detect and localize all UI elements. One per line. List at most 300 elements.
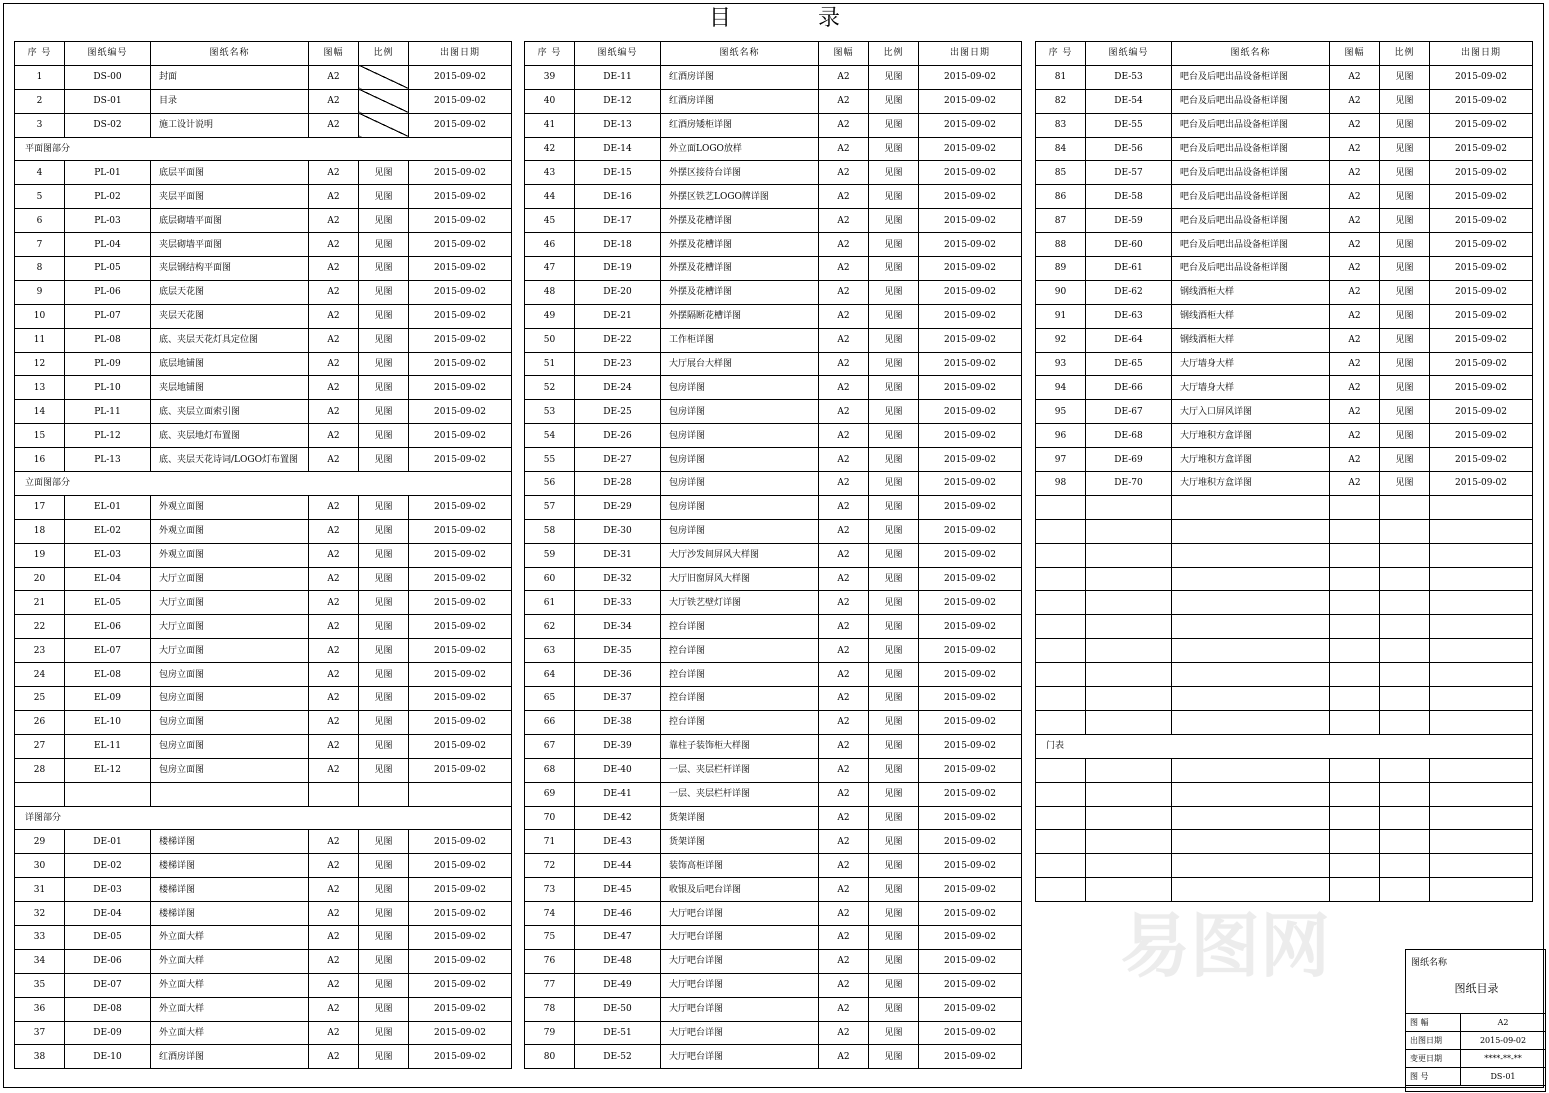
cell-scale bbox=[1380, 615, 1430, 639]
table-row bbox=[15, 328, 512, 352]
cell-no: 19 bbox=[15, 543, 65, 567]
cell-size: A2 bbox=[309, 304, 359, 328]
cell-date: 2015-09-02 bbox=[919, 543, 1022, 567]
cell-scale: 见图 bbox=[359, 257, 409, 281]
cell-scale: 见图 bbox=[1380, 257, 1430, 281]
cell-no: 66 bbox=[525, 710, 575, 734]
table-row bbox=[15, 639, 512, 663]
cell-name: 红酒房详图 bbox=[661, 89, 819, 113]
cell-code: DE-33 bbox=[575, 591, 661, 615]
header-row bbox=[15, 42, 512, 66]
title-block-name-value: 图纸目录 bbox=[1454, 982, 1499, 995]
cell-code: EL-12 bbox=[65, 758, 151, 782]
cell-size: A2 bbox=[309, 902, 359, 926]
cell-date: 2015-09-02 bbox=[409, 352, 512, 376]
table-row bbox=[15, 209, 512, 233]
cell-code: DE-30 bbox=[575, 519, 661, 543]
cell-name: 外观立面图 bbox=[151, 495, 309, 519]
cell-name: 夹层天花图 bbox=[151, 304, 309, 328]
table-row bbox=[15, 233, 512, 257]
cell-name: 大厅吧台详图 bbox=[661, 973, 819, 997]
cell-no: 52 bbox=[525, 376, 575, 400]
cell-name: 外观立面图 bbox=[151, 543, 309, 567]
cell-scale: 见图 bbox=[869, 615, 919, 639]
table-row bbox=[525, 782, 1022, 806]
cell-name: 控台详图 bbox=[661, 615, 819, 639]
cell-name: 包房详图 bbox=[661, 472, 819, 496]
cell-name: 外立面大样 bbox=[151, 925, 309, 949]
cell-date: 2015-09-02 bbox=[919, 400, 1022, 424]
cell-name: 外立面大样 bbox=[151, 1021, 309, 1045]
cell-scale bbox=[1380, 543, 1430, 567]
cell-size: A2 bbox=[309, 687, 359, 711]
cell-no: 4 bbox=[15, 161, 65, 185]
table-row bbox=[15, 161, 512, 185]
cell-no: 25 bbox=[15, 687, 65, 711]
cell-date: 2015-09-02 bbox=[409, 710, 512, 734]
table-row bbox=[525, 902, 1022, 926]
cell-code: PL-13 bbox=[65, 448, 151, 472]
cell-name: 楼梯详图 bbox=[151, 878, 309, 902]
cell-size: A2 bbox=[1330, 304, 1380, 328]
cell-no: 97 bbox=[1036, 448, 1086, 472]
cell-name: 大厅吧台详图 bbox=[661, 902, 819, 926]
cell-scale: 见图 bbox=[869, 925, 919, 949]
cell-no: 67 bbox=[525, 734, 575, 758]
cell-name bbox=[1172, 591, 1330, 615]
cell-code: DE-41 bbox=[575, 782, 661, 806]
cell-name: 收银及后吧台详图 bbox=[661, 878, 819, 902]
cell-no: 57 bbox=[525, 495, 575, 519]
cell-size: A2 bbox=[309, 854, 359, 878]
cell-name: 吧台及后吧出品设备柜详图 bbox=[1172, 113, 1330, 137]
cell-code: DE-04 bbox=[65, 902, 151, 926]
cell-no: 44 bbox=[525, 185, 575, 209]
cell-date bbox=[1430, 710, 1533, 734]
cell-scale bbox=[1380, 854, 1430, 878]
cell-date: 2015-09-02 bbox=[919, 782, 1022, 806]
cell-date: 2015-09-02 bbox=[919, 280, 1022, 304]
table-row bbox=[15, 758, 512, 782]
cell-size: A2 bbox=[819, 424, 869, 448]
cell-date: 2015-09-02 bbox=[409, 997, 512, 1021]
cell-scale bbox=[1380, 495, 1430, 519]
cell-scale bbox=[1380, 758, 1430, 782]
cell-name: 外摆及花槽详图 bbox=[661, 257, 819, 281]
cell-name bbox=[1172, 567, 1330, 591]
cell-no: 73 bbox=[525, 878, 575, 902]
cell-no: 64 bbox=[525, 663, 575, 687]
cell-no: 96 bbox=[1036, 424, 1086, 448]
cell-no: 21 bbox=[15, 591, 65, 615]
cell-no: 85 bbox=[1036, 161, 1086, 185]
cell-code: DE-22 bbox=[575, 328, 661, 352]
cell-scale: 见图 bbox=[869, 830, 919, 854]
cell-code: DE-68 bbox=[1086, 424, 1172, 448]
cell-size: A2 bbox=[819, 710, 869, 734]
cell-code: DE-58 bbox=[1086, 185, 1172, 209]
cell-name: 钢线酒柜大样 bbox=[1172, 280, 1330, 304]
cell-scale: 见图 bbox=[1380, 376, 1430, 400]
cell-date: 2015-09-02 bbox=[1430, 304, 1533, 328]
table-row bbox=[525, 448, 1022, 472]
cell-scale bbox=[359, 65, 409, 89]
cell-no bbox=[1036, 710, 1086, 734]
cell-size: A2 bbox=[819, 209, 869, 233]
directory-table-3 bbox=[1035, 41, 1533, 902]
cell-scale: 见图 bbox=[359, 830, 409, 854]
cell-date: 2015-09-02 bbox=[919, 710, 1022, 734]
table-row bbox=[525, 854, 1022, 878]
cell-size: A2 bbox=[1330, 185, 1380, 209]
cell-name: 靠柱子装饰柜大样图 bbox=[661, 734, 819, 758]
cell-no: 1 bbox=[15, 65, 65, 89]
cell-no: 37 bbox=[15, 1021, 65, 1045]
cell-size: A2 bbox=[819, 233, 869, 257]
cell-date: 2015-09-02 bbox=[409, 495, 512, 519]
cell-date bbox=[1430, 663, 1533, 687]
cell-no: 54 bbox=[525, 424, 575, 448]
cell-no: 36 bbox=[15, 997, 65, 1021]
cell-date: 2015-09-02 bbox=[919, 854, 1022, 878]
cell-name: 外摆及花槽详图 bbox=[661, 233, 819, 257]
cell-size bbox=[1330, 806, 1380, 830]
cell-size: A2 bbox=[819, 806, 869, 830]
cell-date: 2015-09-02 bbox=[409, 113, 512, 137]
title-block-value: ****-**-** bbox=[1461, 1050, 1546, 1068]
cell-size: A2 bbox=[309, 233, 359, 257]
cell-date: 2015-09-02 bbox=[409, 902, 512, 926]
cell-code: DE-32 bbox=[575, 567, 661, 591]
header-no: 序 号 bbox=[15, 42, 65, 66]
table-row bbox=[15, 615, 512, 639]
cell-size bbox=[1330, 663, 1380, 687]
cell-no: 32 bbox=[15, 902, 65, 926]
header-code: 图纸编号 bbox=[575, 42, 661, 66]
cell-name: 包房立面图 bbox=[151, 687, 309, 711]
header-row bbox=[1036, 42, 1533, 66]
table-row bbox=[525, 472, 1022, 496]
cell-size: A2 bbox=[1330, 424, 1380, 448]
cell-scale: 见图 bbox=[1380, 400, 1430, 424]
cell-no: 6 bbox=[15, 209, 65, 233]
table-row bbox=[525, 758, 1022, 782]
table-row bbox=[525, 233, 1022, 257]
cell-no: 18 bbox=[15, 519, 65, 543]
cell-size: A2 bbox=[1330, 113, 1380, 137]
cell-scale bbox=[359, 113, 409, 137]
cell-no: 29 bbox=[15, 830, 65, 854]
table-row bbox=[1036, 854, 1533, 878]
cell-code: DE-50 bbox=[575, 997, 661, 1021]
cell-scale: 见图 bbox=[869, 758, 919, 782]
cell-scale: 见图 bbox=[869, 376, 919, 400]
cell-no: 63 bbox=[525, 639, 575, 663]
cell-scale: 见图 bbox=[1380, 113, 1430, 137]
cell-name: 底、夹层地灯布置图 bbox=[151, 424, 309, 448]
table-row bbox=[15, 591, 512, 615]
cell-code bbox=[1086, 687, 1172, 711]
cell-size: A2 bbox=[819, 400, 869, 424]
cell-size bbox=[1330, 687, 1380, 711]
cell-scale: 见图 bbox=[869, 591, 919, 615]
cell-name: 吧台及后吧出品设备柜详图 bbox=[1172, 65, 1330, 89]
header-row bbox=[525, 42, 1022, 66]
cell-date: 2015-09-02 bbox=[1430, 137, 1533, 161]
cell-scale: 见图 bbox=[869, 495, 919, 519]
cell-scale: 见图 bbox=[359, 424, 409, 448]
cell-code: DE-37 bbox=[575, 687, 661, 711]
table-row bbox=[15, 854, 512, 878]
cell-name: 底层天花图 bbox=[151, 280, 309, 304]
table-row bbox=[525, 1045, 1022, 1069]
table-row bbox=[525, 280, 1022, 304]
cell-name: 包房立面图 bbox=[151, 734, 309, 758]
cell-name: 吧台及后吧出品设备柜详图 bbox=[1172, 233, 1330, 257]
cell-date: 2015-09-02 bbox=[409, 758, 512, 782]
cell-name bbox=[151, 782, 309, 806]
cell-date bbox=[1430, 687, 1533, 711]
cell-date: 2015-09-02 bbox=[919, 1045, 1022, 1069]
cell-no: 89 bbox=[1036, 257, 1086, 281]
header-date: 出图日期 bbox=[1430, 42, 1533, 66]
cell-scale: 见图 bbox=[869, 543, 919, 567]
cell-date bbox=[1430, 567, 1533, 591]
cell-no: 26 bbox=[15, 710, 65, 734]
cell-name: 包房立面图 bbox=[151, 663, 309, 687]
table-row bbox=[1036, 878, 1533, 902]
cell-name: 控台详图 bbox=[661, 687, 819, 711]
table-row bbox=[1036, 376, 1533, 400]
cell-no: 58 bbox=[525, 519, 575, 543]
cell-name: 大厅入口屏风详图 bbox=[1172, 400, 1330, 424]
cell-date: 2015-09-02 bbox=[409, 89, 512, 113]
cell-name: 包房详图 bbox=[661, 424, 819, 448]
table-row bbox=[15, 734, 512, 758]
header-name: 图纸名称 bbox=[151, 42, 309, 66]
table-row bbox=[15, 973, 512, 997]
cell-name: 大厅旧窗屏风大样图 bbox=[661, 567, 819, 591]
cell-size: A2 bbox=[819, 352, 869, 376]
cell-code: DE-29 bbox=[575, 495, 661, 519]
cell-scale: 见图 bbox=[359, 448, 409, 472]
table-row bbox=[15, 1045, 512, 1069]
table-row bbox=[1036, 185, 1533, 209]
table-row bbox=[15, 519, 512, 543]
title-block-name-label: 图纸名称 bbox=[1411, 958, 1448, 968]
cell-date: 2015-09-02 bbox=[919, 591, 1022, 615]
cell-no: 74 bbox=[525, 902, 575, 926]
cell-size: A2 bbox=[309, 830, 359, 854]
cell-date bbox=[1430, 591, 1533, 615]
cell-date: 2015-09-02 bbox=[919, 161, 1022, 185]
cell-size: A2 bbox=[309, 209, 359, 233]
cell-date: 2015-09-02 bbox=[409, 519, 512, 543]
cell-date: 2015-09-02 bbox=[919, 615, 1022, 639]
cell-code: DE-14 bbox=[575, 137, 661, 161]
header-name: 图纸名称 bbox=[1172, 42, 1330, 66]
table-row bbox=[525, 352, 1022, 376]
cell-code: DE-64 bbox=[1086, 328, 1172, 352]
cell-scale: 见图 bbox=[869, 233, 919, 257]
cell-code: DE-57 bbox=[1086, 161, 1172, 185]
table-row bbox=[15, 185, 512, 209]
cell-scale: 见图 bbox=[869, 400, 919, 424]
cell-size: A2 bbox=[1330, 209, 1380, 233]
cell-no: 84 bbox=[1036, 137, 1086, 161]
cell-no bbox=[1036, 830, 1086, 854]
cell-size: A2 bbox=[819, 782, 869, 806]
cell-code bbox=[1086, 710, 1172, 734]
cell-no: 55 bbox=[525, 448, 575, 472]
table-row bbox=[1036, 567, 1533, 591]
header-size: 图幅 bbox=[819, 42, 869, 66]
cell-size: A2 bbox=[309, 925, 359, 949]
cell-code: PL-12 bbox=[65, 424, 151, 448]
cell-date: 2015-09-02 bbox=[919, 448, 1022, 472]
cell-code: PL-01 bbox=[65, 161, 151, 185]
cell-code bbox=[1086, 806, 1172, 830]
cell-date: 2015-09-02 bbox=[409, 567, 512, 591]
cell-scale: 见图 bbox=[1380, 280, 1430, 304]
cell-name: 外摆区铁艺LOGO牌详图 bbox=[661, 185, 819, 209]
table-row bbox=[15, 1021, 512, 1045]
cell-code: EL-03 bbox=[65, 543, 151, 567]
header-code: 图纸编号 bbox=[1086, 42, 1172, 66]
table-row bbox=[15, 376, 512, 400]
cell-scale: 见图 bbox=[1380, 352, 1430, 376]
cell-no: 68 bbox=[525, 758, 575, 782]
cell-scale: 见图 bbox=[869, 257, 919, 281]
cell-size: A2 bbox=[309, 591, 359, 615]
table-row bbox=[1036, 782, 1533, 806]
cell-date: 2015-09-02 bbox=[1430, 376, 1533, 400]
cell-code: DE-17 bbox=[575, 209, 661, 233]
cell-date: 2015-09-02 bbox=[409, 1045, 512, 1069]
cell-scale: 见图 bbox=[869, 89, 919, 113]
title-block-label: 图 幅 bbox=[1406, 1014, 1461, 1032]
cell-scale: 见图 bbox=[869, 1021, 919, 1045]
cell-no: 42 bbox=[525, 137, 575, 161]
cell-code: EL-11 bbox=[65, 734, 151, 758]
cell-scale: 见图 bbox=[359, 233, 409, 257]
table-row bbox=[525, 806, 1022, 830]
cell-date: 2015-09-02 bbox=[919, 352, 1022, 376]
cell-no bbox=[1036, 663, 1086, 687]
cell-no: 88 bbox=[1036, 233, 1086, 257]
cell-name: 钢线酒柜大样 bbox=[1172, 304, 1330, 328]
cell-no: 20 bbox=[15, 567, 65, 591]
cell-no: 17 bbox=[15, 495, 65, 519]
table-row bbox=[525, 949, 1022, 973]
cell-scale bbox=[359, 89, 409, 113]
cell-code: DE-60 bbox=[1086, 233, 1172, 257]
cell-code: DE-13 bbox=[575, 113, 661, 137]
cell-scale: 见图 bbox=[359, 925, 409, 949]
cell-code bbox=[1086, 615, 1172, 639]
table-row bbox=[525, 567, 1022, 591]
cell-name bbox=[1172, 758, 1330, 782]
cell-date: 2015-09-02 bbox=[1430, 209, 1533, 233]
cell-name bbox=[1172, 543, 1330, 567]
cell-name: 红酒房矮柜详图 bbox=[661, 113, 819, 137]
cell-code: DE-45 bbox=[575, 878, 661, 902]
cell-no: 51 bbox=[525, 352, 575, 376]
cell-scale: 见图 bbox=[359, 304, 409, 328]
cell-size: A2 bbox=[309, 997, 359, 1021]
cell-name: 包房详图 bbox=[661, 400, 819, 424]
cell-name bbox=[1172, 663, 1330, 687]
cell-code: DE-08 bbox=[65, 997, 151, 1021]
cell-name: 货架详图 bbox=[661, 806, 819, 830]
cell-no: 8 bbox=[15, 257, 65, 281]
cell-scale: 见图 bbox=[869, 639, 919, 663]
cell-code: DE-42 bbox=[575, 806, 661, 830]
cell-date: 2015-09-02 bbox=[919, 925, 1022, 949]
cell-code bbox=[1086, 878, 1172, 902]
cell-code: DS-00 bbox=[65, 65, 151, 89]
cell-no: 62 bbox=[525, 615, 575, 639]
cell-code bbox=[1086, 782, 1172, 806]
cell-no: 83 bbox=[1036, 113, 1086, 137]
header-size: 图幅 bbox=[309, 42, 359, 66]
cell-code bbox=[1086, 639, 1172, 663]
title-block-row bbox=[1406, 1068, 1546, 1086]
cell-size: A2 bbox=[309, 161, 359, 185]
cell-date: 2015-09-02 bbox=[919, 663, 1022, 687]
cell-no: 35 bbox=[15, 973, 65, 997]
cell-scale: 见图 bbox=[359, 1021, 409, 1045]
cell-name: 包房详图 bbox=[661, 448, 819, 472]
cell-scale bbox=[1380, 782, 1430, 806]
cell-date: 2015-09-02 bbox=[409, 376, 512, 400]
table-row bbox=[15, 830, 512, 854]
cell-size: A2 bbox=[309, 185, 359, 209]
cell-code: PL-02 bbox=[65, 185, 151, 209]
cell-code: DE-23 bbox=[575, 352, 661, 376]
cell-date: 2015-09-02 bbox=[409, 878, 512, 902]
table-row bbox=[1036, 495, 1533, 519]
cell-name: 吧台及后吧出品设备柜详图 bbox=[1172, 137, 1330, 161]
cell-size: A2 bbox=[309, 376, 359, 400]
cell-size: A2 bbox=[819, 949, 869, 973]
page-title: 目 录 bbox=[709, 6, 880, 31]
cell-scale bbox=[1380, 878, 1430, 902]
cell-size: A2 bbox=[819, 854, 869, 878]
cell-size: A2 bbox=[819, 1021, 869, 1045]
cell-date: 2015-09-02 bbox=[919, 257, 1022, 281]
cell-code: DE-52 bbox=[575, 1045, 661, 1069]
cell-no: 5 bbox=[15, 185, 65, 209]
cell-no: 72 bbox=[525, 854, 575, 878]
cell-scale: 见图 bbox=[869, 734, 919, 758]
section-row bbox=[15, 472, 512, 496]
cell-no: 60 bbox=[525, 567, 575, 591]
cell-scale: 见图 bbox=[359, 376, 409, 400]
cell-scale: 见图 bbox=[1380, 233, 1430, 257]
cell-code: DE-49 bbox=[575, 973, 661, 997]
cell-code: DE-06 bbox=[65, 949, 151, 973]
cell-name: 大厅铁艺壁灯详图 bbox=[661, 591, 819, 615]
cell-no bbox=[1036, 567, 1086, 591]
cell-code: DE-26 bbox=[575, 424, 661, 448]
cell-scale: 见图 bbox=[359, 280, 409, 304]
cell-date: 2015-09-02 bbox=[919, 830, 1022, 854]
cell-name: 包房详图 bbox=[661, 376, 819, 400]
cell-no: 79 bbox=[525, 1021, 575, 1045]
cell-no: 81 bbox=[1036, 65, 1086, 89]
cell-code: DE-55 bbox=[1086, 113, 1172, 137]
